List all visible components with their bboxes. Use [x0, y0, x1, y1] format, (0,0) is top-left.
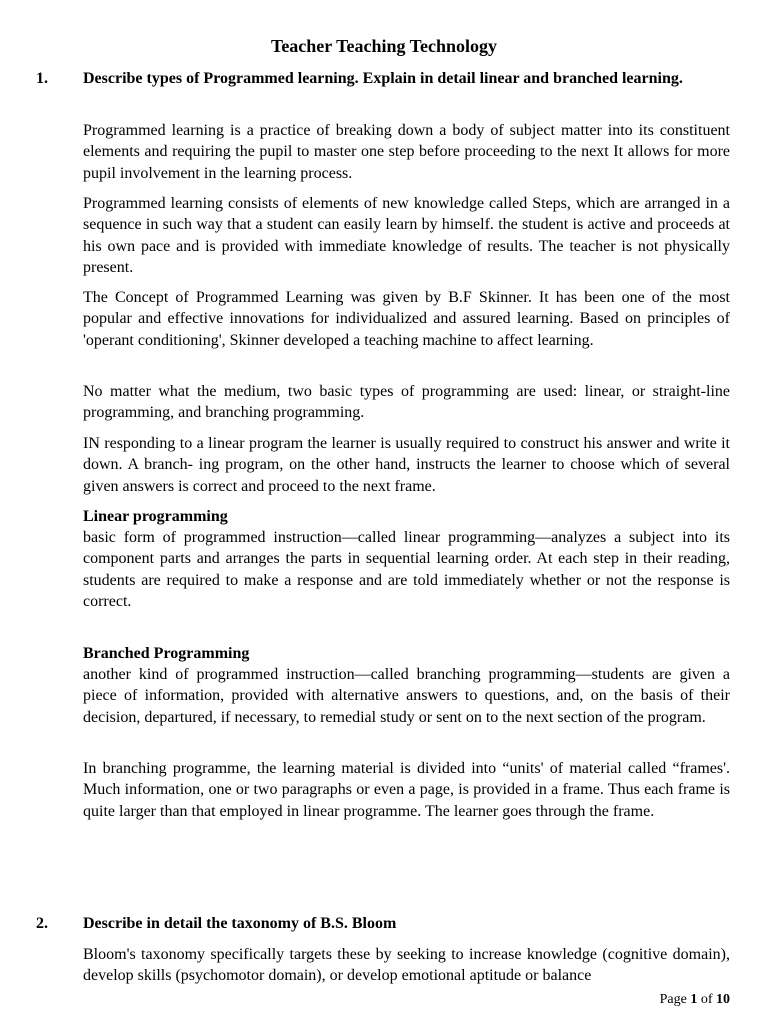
- paragraph-skinner: The Concept of Programmed Learning was given by B.F Skinner. It has been one of the most popular and effective innovations for individualized and assured learning. Based on principles of 'operant conditioning', Skinner developed a teaching machine to affect learning.: [83, 289, 730, 349]
- page-number: [660, 992, 730, 1008]
- question-number: 2.: [36, 915, 48, 932]
- current-page: 1: [690, 992, 698, 1007]
- paragraph-types: No matter what the medium, two basic types of programming are used: linear, or straight-line programming, and branching programming.: [83, 383, 730, 422]
- question-number: 1.: [36, 70, 48, 87]
- branched-programming-body: another kind of programmed instruction—called branching programming—students are given a piece of information, provided with alternative answers to questions, and, on the basis of their decision, departured, if necessary, to remedial study or sent on to the next section of the program.: [83, 666, 730, 726]
- question-text: Describe types of Programmed learning. Explain in detail linear and branched learning.: [83, 70, 683, 87]
- document-title: Teacher Teaching Technology: [270, 36, 498, 56]
- question-1: [36, 68, 730, 89]
- paragraph-bloom-intro: Bloom's taxonomy specifically targets these by seeking to increase knowledge (cognitive domain), develop skills (psychomotor domain), or develop emotional aptitude or balance: [83, 946, 730, 985]
- linear-programming-body: basic form of programmed instruction—called linear programming—analyzes a subject into its component parts and arranges the parts in sequential learning order. At each step in their reading, students are required to make a response and are told immediately whether or not the response is correct.: [83, 529, 730, 610]
- linear-programming-heading: Linear programming: [83, 508, 228, 525]
- branched-programming-heading: Branched Programming: [83, 645, 250, 662]
- paragraph-linear-vs-branch: IN responding to a linear program the learner is usually required to construct his answer and write it down. A branch- ing program, on the other hand, instructs the learner to choose which of several given answers is correct and proceed to the next frame.: [83, 435, 730, 495]
- question-2: [36, 913, 730, 934]
- paragraph-intro: Programmed learning is a practice of breaking down a body of subject matter into its constituent elements and requiring the pupil to master one step before proceeding to the next It allows for more pupil involvement in the learning process.: [83, 122, 730, 182]
- paragraph-steps: Programmed learning consists of elements of new knowledge called Steps, which are arranged in a sequence in such way that a student can easily learn by himself. the student is active and proceeds at his own pace and is provided with immediate knowledge of results. The teacher is not physically present.: [83, 195, 730, 276]
- of-word: of: [700, 992, 713, 1007]
- branched-frames-paragraph: In branching programme, the learning material is divided into “units' of material called “frames'. Much information, one or two paragraphs or even a page, is provided in a frame. Thus each frame is quite larger than that employed in linear programme. The learner goes through the frame.: [83, 760, 730, 820]
- page-word: Page: [659, 992, 687, 1007]
- question-text: Describe in detail the taxonomy of B.S. Bloom: [83, 915, 397, 932]
- total-pages: 10: [716, 992, 730, 1007]
